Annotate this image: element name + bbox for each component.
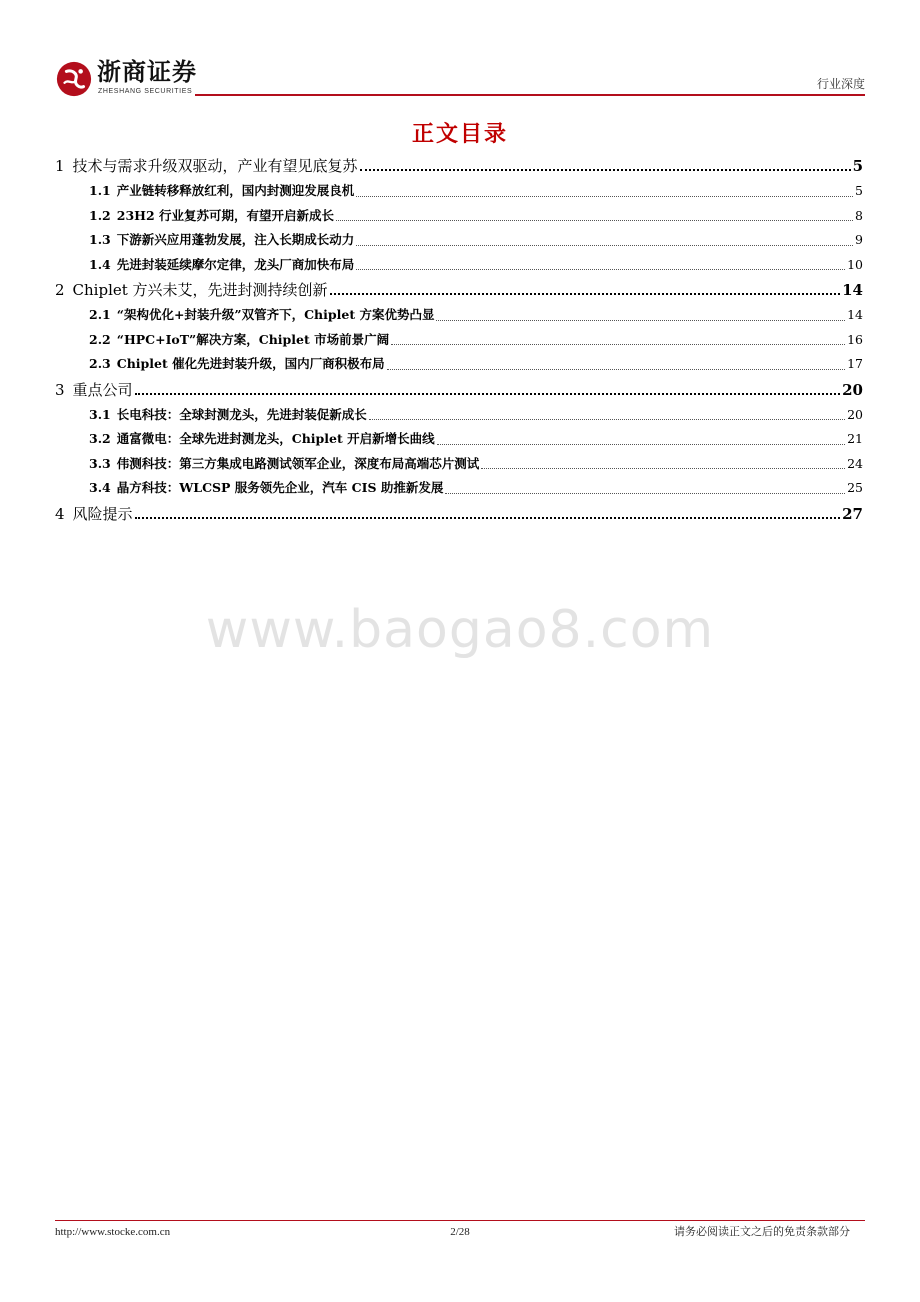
toc-dot-leader [369,403,845,428]
toc-entry-text: 技术与需求升级双驱动，产业有望见底复苏 [72,157,358,175]
table-of-contents [55,153,863,527]
toc-entry-text: 重点公司 [72,380,133,399]
toc-entry-number: 3 [55,380,65,399]
toc-chapter-entry[interactable] [55,153,863,179]
toc-page-number: 20 [847,406,863,422]
page-title: 正文目录 [411,122,508,147]
toc-chapter-entry[interactable] [55,377,863,403]
report-type-label: 行业深度 [816,77,865,91]
toc-section-entry[interactable] [55,253,863,278]
toc-entry-label [89,403,367,428]
toc-page-number: 9 [855,232,863,247]
toc-section-entry[interactable] [55,452,863,477]
toc-entry-text: 风险提示 [72,504,133,523]
toc-entry-label [55,153,358,179]
toc-dot-leader [360,153,851,179]
toc-entry-text: Chiplet 催化先进封装升级，国内厂商积极布局 [116,356,385,371]
toc-entry-number: 3.2 [89,431,111,446]
toc-dot-leader [356,179,853,204]
toc-entry-label [89,328,389,353]
toc-entry-number: 4 [55,504,65,523]
toc-page-number: 17 [847,356,863,371]
toc-entry-number: 2.3 [89,356,111,371]
toc-entry-label [89,352,385,377]
page-header [55,55,865,101]
toc-section-entry[interactable] [55,303,863,328]
zheshang-logo-icon [55,60,93,98]
logo-text-cn: 浙商证券 [97,58,197,86]
toc-page-number: 5 [855,183,863,198]
company-logo [55,57,200,99]
toc-entry-text: 23H2 行业复苏可期，有望开启新成长 [116,207,335,223]
watermark: www.baogao8.com [205,600,715,660]
toc-page-number: 14 [847,307,863,322]
toc-dot-leader [391,328,845,353]
toc-page-number: 8 [855,207,863,223]
toc-page-number: 5 [852,157,863,175]
toc-section-entry[interactable] [55,427,863,452]
toc-entry-label [55,501,133,527]
toc-entry-label [89,204,334,229]
toc-entry-number: 3.1 [89,406,111,422]
toc-section-entry[interactable] [55,179,863,204]
footer-divider [55,1220,865,1221]
toc-entry-number: 1.2 [89,207,111,223]
toc-dot-leader [437,427,845,452]
toc-dot-leader [436,303,845,328]
toc-entry-text: 通富微电：全球先进封测龙头，Chiplet 开启新增长曲线 [116,431,435,446]
footer-url-link[interactable]: http://www.stocke.com.cn [55,1226,171,1238]
toc-section-entry[interactable] [55,328,863,353]
toc-page-number: 24 [847,455,863,471]
toc-entry-number: 1.1 [89,183,111,198]
logo-text-en: ZHESHANG SECURITIES [98,88,193,95]
toc-section-entry[interactable] [55,403,863,428]
page-number: 2/28 [450,1226,470,1238]
toc-section-entry[interactable] [55,476,863,501]
toc-entry-text: 先进封装延续摩尔定律，龙头厂商加快布局 [116,256,355,272]
toc-entry-number: 2.1 [89,307,111,322]
toc-entry-number: 1.3 [89,232,111,247]
page-footer [55,1223,865,1241]
toc-entry-number: 1.4 [89,256,111,272]
toc-entry-text: “HPC+IoT”解决方案，Chiplet 市场前景广阔 [116,331,390,347]
toc-dot-leader [387,352,845,377]
toc-entry-number: 1 [55,157,65,175]
toc-entry-label [89,228,354,253]
toc-page-number: 16 [847,331,863,347]
toc-entry-number: 2.2 [89,331,111,347]
toc-entry-text: 伟测科技：第三方集成电路测试领军企业，深度布局高端芯片测试 [116,455,480,471]
toc-entry-text: 下游新兴应用蓬勃发展，注入长期成长动力 [116,232,355,247]
toc-entry-text: 长电科技：全球封测龙头，先进封装促新成长 [116,406,367,422]
toc-page-number: 10 [847,256,863,272]
toc-entry-text: 产业链转移释放红利，国内封测迎发展良机 [116,183,355,198]
toc-entry-label [55,277,328,303]
toc-entry-number: 3.3 [89,455,111,471]
toc-entry-label [89,253,354,278]
toc-entry-number: 3.4 [89,480,111,495]
header-divider [195,94,865,96]
toc-entry-text: Chiplet 方兴未艾，先进封测持续创新 [72,281,328,299]
disclaimer-note: 请务必阅读正文之后的免责条款部分 [674,1225,850,1238]
toc-section-entry[interactable] [55,204,863,229]
toc-entry-label [89,303,434,328]
toc-page-number: 25 [847,480,863,495]
toc-page-number: 14 [842,281,863,299]
toc-entry-number: 2 [55,281,65,299]
toc-chapter-entry[interactable] [55,501,863,527]
toc-section-entry[interactable] [55,352,863,377]
toc-dot-leader [356,228,853,253]
toc-dot-leader [336,204,853,229]
toc-dot-leader [445,476,845,501]
toc-entry-label [89,179,354,204]
toc-entry-label [89,427,435,452]
toc-chapter-entry[interactable] [55,277,863,303]
toc-dot-leader [356,253,845,278]
toc-dot-leader [481,452,845,477]
toc-dot-leader [135,501,841,527]
toc-page-number: 27 [842,504,863,523]
toc-section-entry[interactable] [55,228,863,253]
toc-dot-leader [135,377,841,403]
toc-dot-leader [330,277,841,303]
toc-entry-label [89,476,443,501]
toc-page-number: 20 [842,380,863,399]
toc-entry-text: “架构优化+封装升级”双管齐下，Chiplet 方案优势凸显 [116,307,435,322]
toc-entry-text: 晶方科技：WLCSP 服务领先企业，汽车 CIS 助推新发展 [116,480,444,495]
toc-page-number: 21 [847,431,863,446]
toc-entry-label [55,377,133,403]
toc-entry-label [89,452,479,477]
